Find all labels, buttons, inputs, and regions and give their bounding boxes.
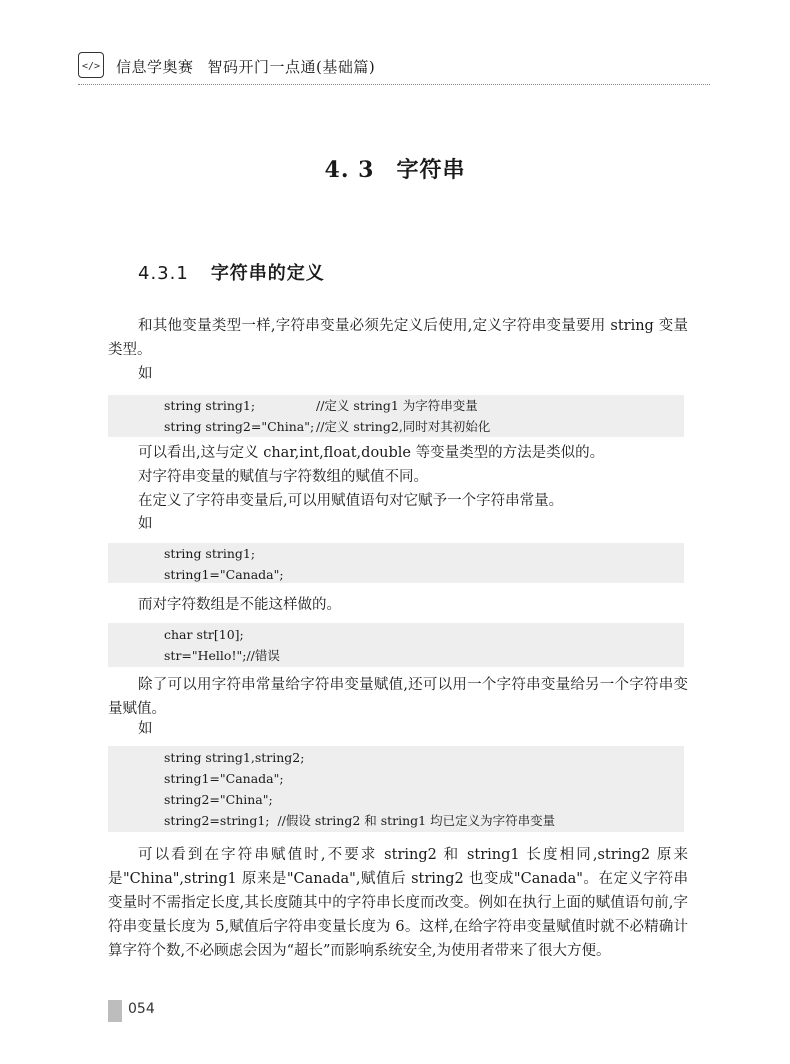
code-text: string2=string1; //假设 string2 和 string1 均已定义为字符串变量 — [164, 813, 556, 828]
code-block — [108, 746, 684, 832]
paragraph: 如 — [138, 721, 153, 737]
code-text: string string1; — [164, 546, 256, 561]
code-block — [108, 623, 684, 667]
code-block — [108, 543, 684, 583]
code-comment: //定义 string1 为字符串变量 — [316, 398, 478, 413]
code-text: string string1,string2; — [164, 750, 305, 765]
code-line — [164, 747, 684, 768]
paragraph: 和其他变量类型一样,字符串变量必须先定义后使用,定义字符串变量要用 string 变量类型。 — [108, 318, 688, 358]
code-line — [164, 543, 684, 564]
subsection-title — [138, 259, 325, 285]
code-line — [164, 645, 684, 666]
code-text: string1="Canada"; — [164, 567, 284, 582]
paragraph: 如 — [138, 366, 153, 382]
page-number: 054 — [128, 1001, 155, 1017]
code-line — [164, 768, 684, 789]
code-text: char str[10]; — [164, 627, 244, 642]
paragraph: 而对字符数组是不能这样做的。 — [138, 597, 341, 613]
code-line — [164, 810, 684, 831]
code-line — [164, 624, 684, 645]
section-number: 4. 3 — [324, 157, 375, 183]
subsection-number: 4.3.1 — [138, 263, 189, 284]
code-line — [164, 395, 684, 416]
header-dotted-rule — [78, 84, 710, 85]
code-text: str="Hello!";//错误 — [164, 648, 280, 663]
svg-text:</>: </> — [82, 61, 101, 72]
code-text: string1="Canada"; — [164, 771, 284, 786]
header-book-title: 信息学奥赛 — [116, 58, 194, 76]
code-line — [164, 789, 684, 810]
paragraph: 如 — [138, 516, 153, 532]
code-book-icon — [78, 52, 104, 78]
header-subtitle: 智码开门一点通(基础篇) — [207, 58, 376, 76]
code-text: string2="China"; — [164, 792, 273, 807]
page-marker-bar — [108, 1000, 122, 1022]
code-comment: //定义 string2,同时对其初始化 — [316, 419, 491, 434]
subsection-label: 字符串的定义 — [210, 263, 325, 284]
section-label: 字符串 — [396, 158, 466, 183]
header-text — [116, 56, 375, 77]
paragraph: 对字符串变量的赋值与字符数组的赋值不同。 — [138, 469, 428, 485]
code-text: string string2="China"; — [164, 419, 315, 434]
paragraph: 可以看到在字符串赋值时,不要求 string2 和 string1 长度相同,string2 原来是"China",string1 原来是"Canada",赋值后 string2 也变成"Canada"。在定义字符串变量时不需指定长度,其长度随其中的字符串长度而改变。例如在执行上面的赋值语句前,字符串变量长度为 5,赋值后字符串变量长度为 6。这样,在给字符串变量赋值时就不必精确计算字符个数,不必顾虑会因为“超长”而影响系统安全,为使用者带来了很大方便。 — [108, 847, 688, 959]
paragraph: 除了可以用字符串常量给字符串变量赋值,还可以用一个字符串变量给另一个字符串变量赋值。 — [108, 677, 688, 717]
code-line — [164, 416, 684, 437]
running-header — [78, 52, 710, 86]
section-title — [0, 153, 790, 184]
code-text: string string1; — [164, 398, 256, 413]
paragraph: 在定义了字符串变量后,可以用赋值语句对它赋予一个字符串常量。 — [138, 493, 564, 509]
code-block — [108, 395, 684, 437]
code-line — [164, 564, 684, 585]
paragraph: 可以看出,这与定义 char,int,float,double 等变量类型的方法是类似的。 — [138, 445, 605, 461]
